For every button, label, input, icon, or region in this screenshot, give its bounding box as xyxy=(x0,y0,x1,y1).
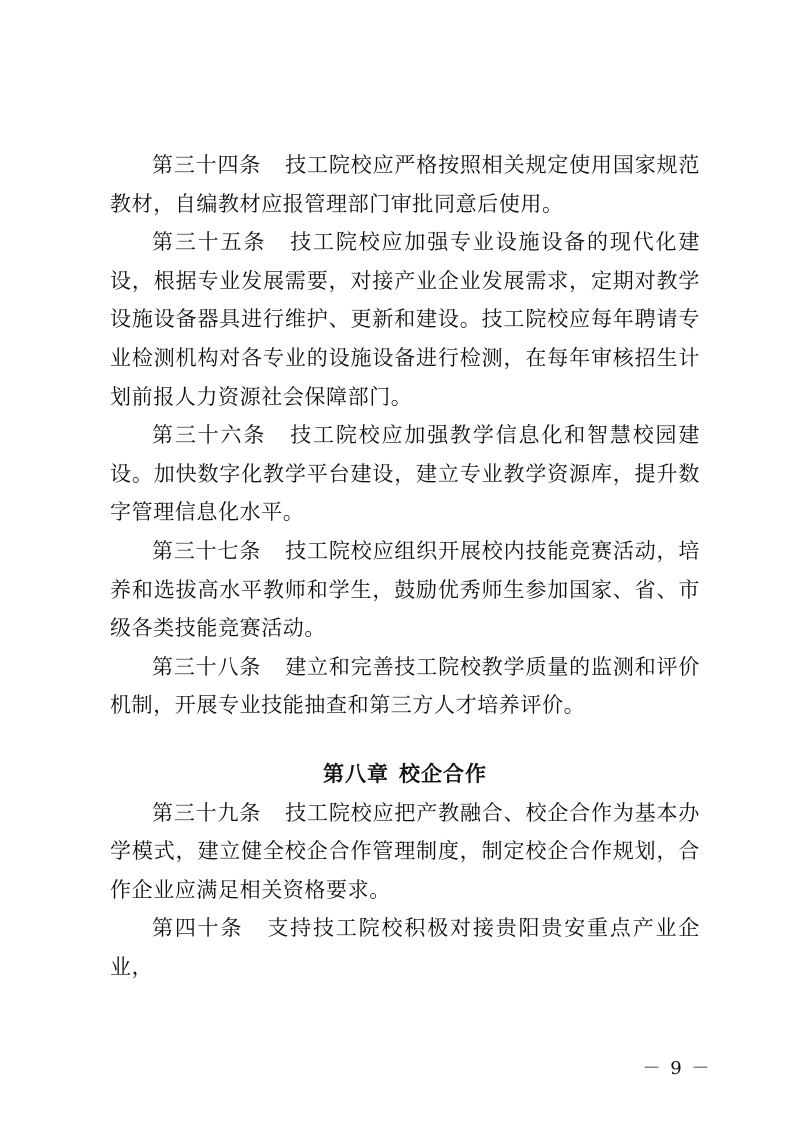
article-40 xyxy=(110,909,700,986)
article-38 xyxy=(110,648,700,725)
article-text: 技工院校应把产教融合、校企合作为基本办学模式，建立健全校企合作管理制度，制定校企合作规划，合作企业应满足相关资格要求。 xyxy=(110,800,700,902)
article-number: 第三十五条 xyxy=(152,230,267,255)
article-39 xyxy=(110,794,700,910)
article-35 xyxy=(110,223,700,416)
chapter-heading xyxy=(110,755,700,794)
article-number: 第三十九条 xyxy=(152,800,262,825)
article-number: 第三十七条 xyxy=(152,538,262,563)
page-number: － 9 － xyxy=(642,1058,712,1079)
page-content xyxy=(110,146,700,986)
article-text: 技工院校应严格按照相关规定使用国家规范教材，自编教材应报管理部门审批同意后使用。 xyxy=(110,153,700,216)
article-text: 建立和完善技工院校教学质量的监测和评价机制，开展专业技能抽查和第三方人才培养评价。 xyxy=(110,654,700,718)
article-number: 第三十六条 xyxy=(152,423,267,448)
article-number: 第三十八条 xyxy=(152,654,262,679)
article-text: 技工院校应组织开展校内技能竞赛活动，培养和选拔高水平教师和学生，鼓励优秀师生参加国家、省、市级各类技能竞赛活动。 xyxy=(110,538,700,641)
chapter-title: 校企合作 xyxy=(399,761,487,786)
article-text: 技工院校应加强教学信息化和智慧校园建设。加快数字化教学平台建设，建立专业教学资源库，提升数字管理信息化水平。 xyxy=(110,423,700,525)
article-number: 第四十条 xyxy=(152,916,244,941)
article-number: 第三十四条 xyxy=(152,153,262,177)
article-34 xyxy=(110,146,700,223)
article-37 xyxy=(110,532,700,648)
article-36 xyxy=(110,416,700,532)
article-text: 支持技工院校积极对接贵阳贵安重点产业企业， xyxy=(110,916,700,979)
article-text: 技工院校应加强专业设施设备的现代化建设，根据专业发展需要，对接产业企业发展需求，定期对教学设施设备器具进行维护、更新和建设。技工院校应每年聘请专业检测机构对各专业的设施设备进行检测，在每年审核招生计划前报人力资源社会保障部门。 xyxy=(110,230,700,409)
chapter-number: 第八章 xyxy=(323,761,389,786)
